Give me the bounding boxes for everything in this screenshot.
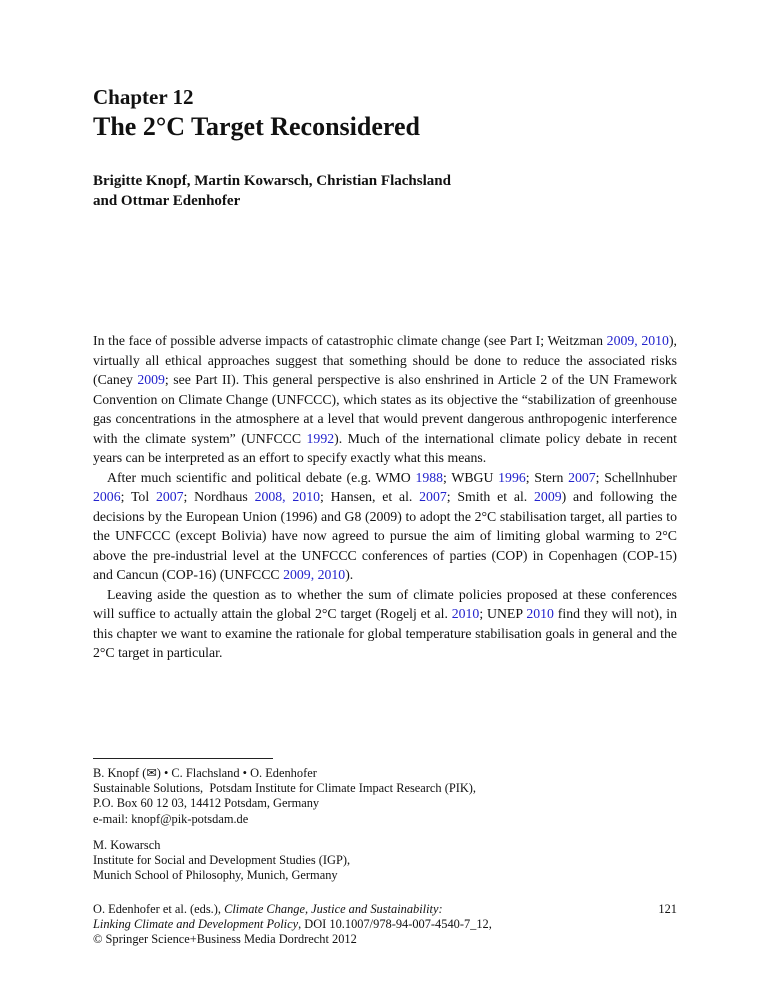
text-run: ), virtually all ethical approaches suggest that something should be done to reduce the associated risks (Caney (93, 333, 677, 387)
text-run: ; Smith et al. (446, 489, 535, 504)
affiliation-1-authors (93, 766, 677, 781)
footer-citation-line-1 (93, 902, 443, 917)
citation-link[interactable]: 2008, 2010 (254, 489, 320, 504)
page-number: 121 (658, 902, 677, 916)
affiliation-1-email: e-mail: knopf@pik-potsdam.de (93, 811, 249, 826)
text-run: ; Stern (525, 469, 569, 485)
citation-link[interactable]: 2009 (534, 489, 562, 504)
envelope-icon: ✉ (146, 766, 157, 780)
paragraph-1 (93, 331, 677, 468)
paragraph-2 (93, 468, 677, 585)
citation-link[interactable]: 2009 (137, 372, 165, 387)
citation-link[interactable]: 2007 (155, 489, 184, 504)
affiliation-block-1 (93, 766, 677, 827)
text-run: ). (345, 567, 354, 582)
affiliation-1-institute: Sustainable Solutions, Potsdam Institute for Climate Impact Research (PIK), (93, 781, 477, 796)
text-run: ; Tol (120, 489, 156, 504)
text-run: ; Schellnhuber (595, 469, 677, 485)
affiliation-block-2 (93, 838, 677, 884)
affiliation-2-institute: Institute for Social and Development Studies (IGP), (93, 853, 351, 868)
footnote-divider (93, 758, 273, 759)
page-footer (93, 902, 677, 948)
chapter-header (93, 84, 677, 143)
text-run: ) • C. Flachsland • O. Edenhofer (156, 766, 317, 780)
citation-link[interactable]: 2006 (93, 489, 121, 504)
text-run: After much scientific and political debate (e.g. WMO (107, 469, 416, 485)
text-run: In the face of possible adverse impacts of catastrophic climate change (see Part I; Weitzman (93, 333, 607, 348)
affiliation-2-address: Munich School of Philosophy, Munich, Germany (93, 868, 338, 883)
footnote-area (93, 758, 677, 894)
text-run: ; Hansen, et al. (320, 489, 420, 504)
citation-link[interactable]: 2007 (419, 489, 447, 504)
body-text (93, 331, 677, 663)
footer-citation-line-2 (93, 917, 677, 932)
citation-link[interactable]: 2010 (451, 606, 480, 621)
chapter-title: The 2°C Target Reconsidered (93, 112, 420, 141)
text-run: B. Knopf ( (93, 766, 147, 780)
paragraph-3 (93, 585, 677, 663)
text-run: Leaving aside the question as to whether the sum of climate policies proposed at these conferences will suffice to actually attain the global 2°C target (Rogelj et al. (93, 586, 677, 621)
citation-link[interactable]: 2010 (526, 606, 554, 621)
footer-copyright: © Springer Science+Business Media Dordrecht 2012 (93, 932, 357, 947)
text-run: ; WBGU (443, 469, 499, 485)
affiliation-2-author: M. Kowarsch (93, 837, 161, 852)
authors-line-1: Brigitte Knopf, Martin Kowarsch, Christian Flachsland (93, 173, 451, 189)
text-run: ; Nordhaus (183, 489, 255, 504)
citation-link[interactable]: 2007 (568, 469, 596, 485)
affiliation-1-address: P.O. Box 60 12 03, 14412 Potsdam, Germany (93, 796, 320, 811)
text-run: Climate Change, Justice and Sustainability: (224, 902, 443, 916)
text-run: ) and following the decisions by the European Union (1996) and G8 (2009) to adopt the 2°C stabilisation target, all parties to the UNFCCC (except Bolivia) have now agreed to pursue the aim of limiting global warming to 2°C above the pre-industrial level at the UNFCCC conferences of parties (COP) in Copenhagen (COP-15) and Cancun (COP-16) (UNFCCC (93, 489, 677, 582)
text-run: ; see Part II). This general perspective is also enshrined in Article 2 of the UN Framework Convention on Climate Change (UNFCCC), which states as its objective the “stabilization of greenhouse gas concentrations in the atmosphere at a level that would prevent dangerous anthropogenic interference with the climate system” (UNFCCC (93, 372, 678, 446)
authors-line-2: and Ottmar Edenhofer (93, 193, 241, 209)
text-run: ). Much of the international climate policy debate in recent years can be interpreted as an effort to specify exactly what this means. (93, 430, 678, 465)
citation-link[interactable]: 2009, 2010 (606, 333, 669, 348)
citation-link[interactable]: 1988 (415, 469, 444, 485)
citation-link[interactable]: 2009, 2010 (283, 567, 346, 582)
text-run: find they will not), in this chapter we want to examine the rationale for global temperature stabilisation goals in general and the 2°C target in particular. (93, 606, 677, 660)
citation-link[interactable]: 1996 (498, 469, 526, 485)
text-run: Linking Climate and Development Policy (93, 917, 299, 932)
citation-link[interactable]: 1992 (306, 430, 335, 446)
chapter-label: Chapter 12 (93, 85, 194, 109)
text-run: O. Edenhofer et al. (eds.), (93, 902, 225, 916)
author-list (93, 171, 677, 211)
text-run: , DOI 10.1007/978-94-007-4540-7_12, (298, 917, 492, 932)
text-run: ; UNEP (479, 606, 527, 621)
